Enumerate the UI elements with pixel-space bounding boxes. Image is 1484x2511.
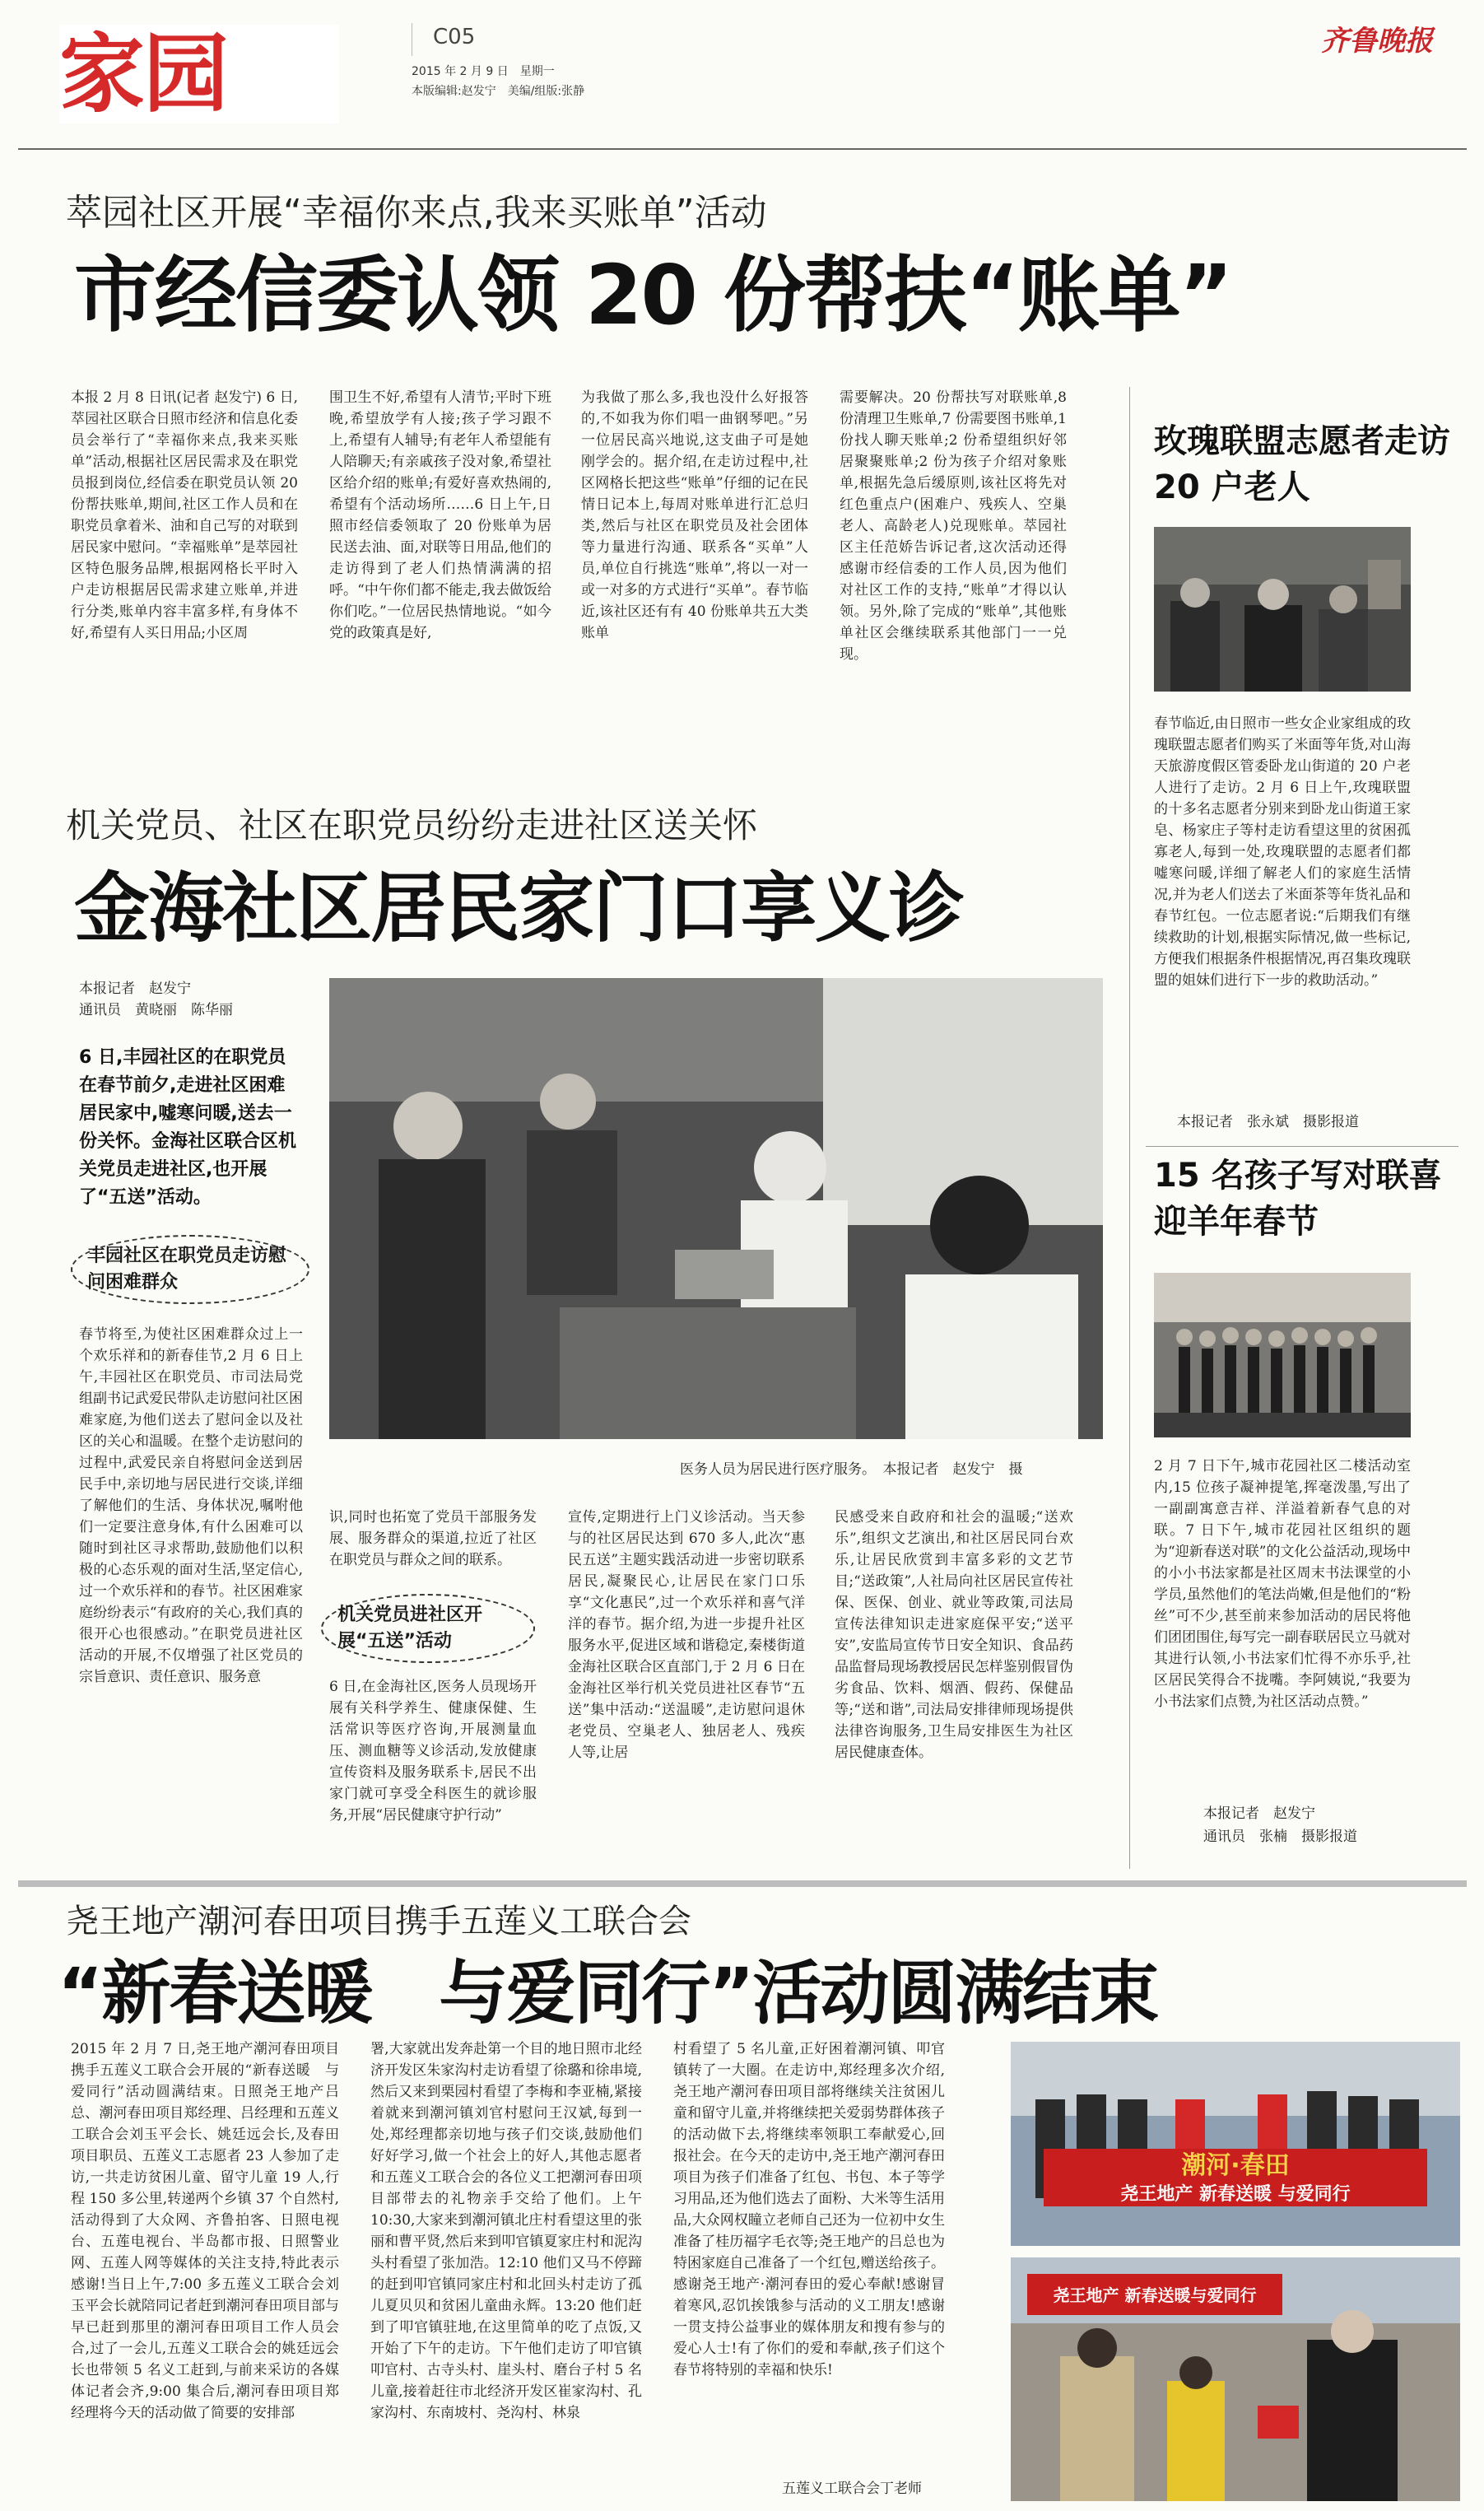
sidebar-rule xyxy=(1146,1146,1458,1147)
story3-col2: 署,大家就出发奔赴第一个目的地日照市北经济开发区朱家沟村走访看望了徐璐和徐串境,然后又来到栗园村看望了李梅和李亚楠,紧接着就来到潮河镇刘官村慰问王汉斌,每到一处,郑经理都亲切地与孩子们交谈,鼓励他们好好学习,做一个社会上的好人,其他志愿者和五莲义工联合会的各位义工把潮河春田项目部带去的礼物亲手交给了他们。上午 10:30,大家来到潮河镇北庄村看望这里的张丽和曹平贤,然后来到叩官镇夏家庄村和泥沟头村看望了张加浩。12:10 他们又马不停蹄的赶到叩官镇同家庄村和北回头村走访了孤儿夏贝贝和贫困儿童曲永辉。13:20 他们赶到了叩官镇驻地,在这里简单的吃了点饭,又开始了下午的走访。下午他们走访了叩官镇叩官村、古寺头村、崖头村、磨台子村 5 名儿童,接着赶往市北经济开发区崔家沟村、孔家沟村、东南坡村、尧沟村、林泉 xyxy=(370,2041,642,2421)
banner-text-3: 尧王地产 新春送暖与爱同行 xyxy=(1053,2285,1257,2305)
story3-photo-bottom xyxy=(1011,2257,1460,2501)
story2-headline: 金海社区居民家门口享义诊 xyxy=(74,864,964,953)
story3-headline: “新春送暖 与爱同行”活动圆满结束 xyxy=(58,1953,1158,2033)
story2-photo xyxy=(329,978,1103,1439)
story1-col2: 围卫生不好,希望有人清节;平时下班晚,希望放学有人接;孩子学习跟不上,希望有人辅导;有老年人希望能有人陪聊天;有亲戚孩子没对象,希望社区给介绍的账单;有爱好喜欢热闹的,希望有个活动场所……6 日上午,日照市经信委领取了 20 份账单为居民送去油、面,对联等日用品,他们的走访得到了老人们热情满满的招呼。“中午你们都不能走,我去做饭给你们吃。”一位居民热情地说。“如今党的政策真是好, xyxy=(329,389,551,641)
story1-headline: 市经信委认领 20 份帮扶“账单” xyxy=(74,247,1232,343)
date-line: 2015 年 2 月 9 日 星期一 xyxy=(412,65,555,78)
story3-col3: 村看望了 5 名儿童,正好困着潮河镇、叩官镇转了一大圈。在走访中,郑经理多次介绍,尧王地产潮河春田项目部将继续关注贫困儿童和留守儿童,并将继续把关爱弱势群体孩子的活动做下去,将继续率领职工奉献爱心,回报社会。在今天的走访中,尧王地产潮河春田项目为孩子们准备了红包、书包、本子等学习用品,还为他们选去了面粉、大米等生活用品,大众网权瞳立老师自己还为一位初中女生准备了桂历福字毛衣等;尧王地产的吕总也为特困家庭自己准备了一个红包,赠送给孩子。感谢尧王地产·潮河春田的爱心奉献!感谢冒着寒风,忍饥挨饿参与活动的义工朋友!感谢一贯支持公益事业的媒体朋友和搜有参与的爱心人士!有了你们的爱和奉献,孩子们这个春节将特别的幸福和快乐! xyxy=(673,2041,945,2378)
story1-col3: 为我做了那么多,我也没什么好报答的,不如我为你们唱一曲钢琴吧。”另一位居民高兴地说,这支曲子可是她刚学会的。据介绍,在走访过程中,社区网格长把这些“账单”仔细的记在民情日记本上,每周对账单进行汇总归类,然后与社区在职党员及社会团体等力量进行沟通、联系各“买单”人员,单位自行挑选“账单”,将以一对一或一对多的方式进行“买单”。春节临近,该社区还有有 40 份账单共五大类账单 xyxy=(581,389,808,641)
story2-subhead-oval1: 丰园社区在职党员走访慰问困难群众 xyxy=(71,1235,309,1304)
story1-col4: 需要解决。20 份帮扶写对联账单,8 份清理卫生账单,7 份需要图书账单,1 份找人聊天账单;2 份希望组织好邻居聚聚账单;2 份为孩子介绍对象账单,根据先急后缓原则,该社区将先对红色重点户(困难户、残疾人、空巢老人、高龄老人)兑现账单。萃园社区主任范娇告诉记者,这次活动还得感谢市经信委的工作人员,因为他们对社区工作的支持,“账单”才得以认领。另外,除了完成的“账单”,其他账单社区会继续联系其他部门一一兑现。 xyxy=(840,389,1067,663)
story2-col4: 民感受来自政府和社会的温暖;“送欢乐”,组织文艺演出,和社区居民同台欢乐,让居民欣赏到丰富多彩的文艺节目;“送政策”,人社局向社区居民宣传社保、医保、创业、就业等政策,司法局宣传法律知识走进家庭保平安;“送平安”,安监局宣传节日安全知识、食品药品监督局现场教授居民怎样鉴别假冒伪劣食品、饮料、烟酒、假药、保健品等;“送和谐”,司法局安排律师现场提供法律咨询服务,卫生局安排医生为社区居民健康查体。 xyxy=(835,1509,1073,1761)
editors-line: 本版编辑:赵发宁 美编/组版:张静 xyxy=(412,85,585,98)
story2-col3: 宣传,定期进行上门义诊活动。当天参与的社区居民达到 670 多人,此次“惠民五送”主题实践活动进一步密切联系居民,凝聚民心,让居民在家门口乐享“文化惠民”,过一个欢乐祥和喜气洋洋的春节。据介绍,为进一步提升社区服务水平,促进区域和谐稳定,秦楼街道金海社区联合区直部门,于 2 月 6 日在金海社区举行机关党员进社区春节“五送”集中活动:“送温暖”,走访慰问退休老党员、空巢老人、独居老人、残疾人等,让居 xyxy=(568,1509,805,1761)
page-number: C05 xyxy=(433,25,476,49)
column-divider xyxy=(1129,387,1130,1869)
sidebar1-photo xyxy=(1154,527,1411,692)
banner-text-2: 尧王地产 新春送暖 与爱同行 xyxy=(1120,2184,1351,2205)
masthead-rule xyxy=(18,148,1467,150)
sidebar2-byline2: 通讯员 张楠 摄影报道 xyxy=(1203,1829,1357,1845)
sidebar1-headline: 玫瑰联盟志愿者走访 20 户老人 xyxy=(1154,422,1450,506)
story2-caption: 医务人员为居民进行医疗服务。 本报记者 赵发宁 摄 xyxy=(680,1461,1023,1478)
story2-byline2: 通讯员 黄晓丽 陈华丽 xyxy=(79,1002,233,1018)
story2-col2: 识,同时也拓宽了党员干部服务发展、服务群众的渠道,拉近了社区在职党员与群众之间的联系。 xyxy=(329,1509,537,1568)
sidebar1-byline: 本报记者 张永斌 摄影报道 xyxy=(1177,1114,1359,1130)
sidebar2-photo xyxy=(1154,1273,1411,1437)
sidebar1-body: 春节临近,由日照市一些女企业家组成的玫瑰联盟志愿者们购买了米面等年货,对山海天旅游度假区管委卧龙山街道的 20 户老人进行了走访。2 月 6 日上午,玫瑰联盟的十多名志愿者分别来到卧龙山街道王家皂、杨家庄子等村走访看望这里的贫困孤寡老人,每到一处,玫瑰联盟的志愿者们都嘘寒问暖,详细了解老人们的家庭生活情况,并为老人们送去了米面茶等年货礼品和春节红包。一位志愿者说:“后期我们有继续救助的计划,根据实际情况,做一些标记,方便我们根据条件根据情况,再召集玫瑰联盟的姐妹们进行下一步的救助活动。” xyxy=(1154,715,1411,989)
section-rule xyxy=(18,1880,1467,1887)
sidebar2-body: 2 月 7 日下午,城市花园社区二楼活动室内,15 位孩子凝神提笔,挥毫泼墨,写出了一副副寓意吉祥、洋溢着新春气息的对联。7 日下午,城市花园社区组织的题为“迎新春送对联”的文化公益活动,现场中的小小书法家都是社区周末书法课堂的小学员,虽然他们的笔法尚嫩,但是他们的“粉丝”可不少,甚至前来参加活动的居民将他们团团围住,每写完一副春联居民立马就对其进行认领,小书法家们忙得不亦乐乎,社区居民笑得合不拢嘴。李阿姨说,“我要为小书法家们点赞,为社区活动点赞。” xyxy=(1154,1458,1411,1710)
story2-col1: 春节将至,为使社区困难群众过上一个欢乐祥和的新春佳节,2 月 6 日上午,丰园社区在职党员、市司法局党组副书记武爱民带队走访慰问社区困难家庭,为他们送去了慰问金以及社区的关心和温暖。在整个走访慰问的过程中,武爱民亲自将慰问金送到居民手中,亲切地与居民进行交谈,详细了解他们的生活、身体状况,嘱咐他们一定要注意身体,有什么困难可以随时到社区寻求帮助,鼓励他们以积极的心态乐观的面对生活,坚定信心,过一个欢乐祥和的春节。社区困难家庭纷纷表示“有政府的关心,我们真的很开心也很感动。”在职党员进社区活动的开展,不仅增强了社区党员的宗旨意识、责任意识、服务意 xyxy=(79,1326,303,1685)
story2-lead: 6 日,丰园社区的在职党员在春节前夕,走进社区困难居民家中,嘘寒问暖,送去一份关怀。金海社区联合区机关党员走进社区,也开展了“五送”活动。 xyxy=(79,1047,297,1208)
story2-col2b: 6 日,在金海社区,医务人员现场开展有关科学养生、健康保健、生活常识等医疗咨询,开展测量血压、测血糖等义诊活动,发放健康宣传资料及服务联系卡,居民不出家门就可享受全科医生的就诊服务,开展“居民健康守护行动” xyxy=(329,1679,537,1824)
story1-kicker: 萃园社区开展“幸福你来点,我来买账单”活动 xyxy=(66,192,767,234)
story2-subhead-oval2: 机关党员进社区开展“五送”活动 xyxy=(321,1594,535,1663)
story3-kicker: 尧王地产潮河春田项目携手五莲义工联合会 xyxy=(66,1903,691,1940)
story3-signoff: 五莲义工联合会丁老师 xyxy=(782,2481,922,2497)
story1-col1: 本报 2 月 8 日讯(记者 赵发宁) 6 日,萃园社区联合日照市经济和信息化委员会举行了“幸福你来点,我来买账单”活动,根据社区居民需求及在职党员报到岗位,经信委在职党员认领 20 份帮扶账单,期间,社区工作人员和在职党员拿着米、油和自己写的对联到居民家中慰问。“幸福账单”是萃园社区特色服务品牌,根据网格长平时入户走访根据居民需求建立账单,并进行分类,账单内容丰富多样,有身体不好,希望有人买日用品;小区周 xyxy=(71,389,298,641)
story3-photo-top xyxy=(1011,2042,1460,2246)
banner-text-1: 潮河·春田 xyxy=(1181,2151,1290,2180)
story2-byline1: 本报记者 赵发宁 xyxy=(79,981,191,997)
sidebar2-byline1: 本报记者 赵发宁 xyxy=(1203,1805,1315,1822)
story3-col1: 2015 年 2 月 7 日,尧王地产潮河春田项目携手五莲义工联合会开展的“新春送暖 与爱同行”活动圆满结束。日照尧王地产吕总、潮河春田项目郑经理、吕经理和五莲义工联合会刘玉平会长、姚廷远会长,及春田项目职员、五莲义工志愿者 23 人参加了走访,一共走访贫困儿童、留守儿童 19 人,行程 150 多公里,转递两个乡镇 37 个自然村,活动得到了大众网、齐鲁拍客、日照电视台、五莲电视台、半岛都市报、日照警业网、五莲人网等媒体的关注支持,特此表示感谢!当日上午,7:00 多五莲义工联合会刘玉平会长就陪同记者赶到潮河春田项目部与早已赶到那里的潮河春田项目工作人员会合,过了一会儿,五莲义工联合会的姚廷远会长也带领 5 名义工赶到,与前来采访的各媒体记者会齐,9:00 集合后,潮河春田项目郑经理将今天的活动做了简要的安排部 xyxy=(71,2041,339,2421)
section-title: 家园 xyxy=(59,25,339,123)
story2-kicker: 机关党员、社区在职党员纷纷走进社区送关怀 xyxy=(66,805,758,846)
paper-logo: 齐鲁晚报 xyxy=(1321,25,1433,58)
sidebar2-headline: 15 名孩子写对联喜迎羊年春节 xyxy=(1154,1157,1442,1241)
